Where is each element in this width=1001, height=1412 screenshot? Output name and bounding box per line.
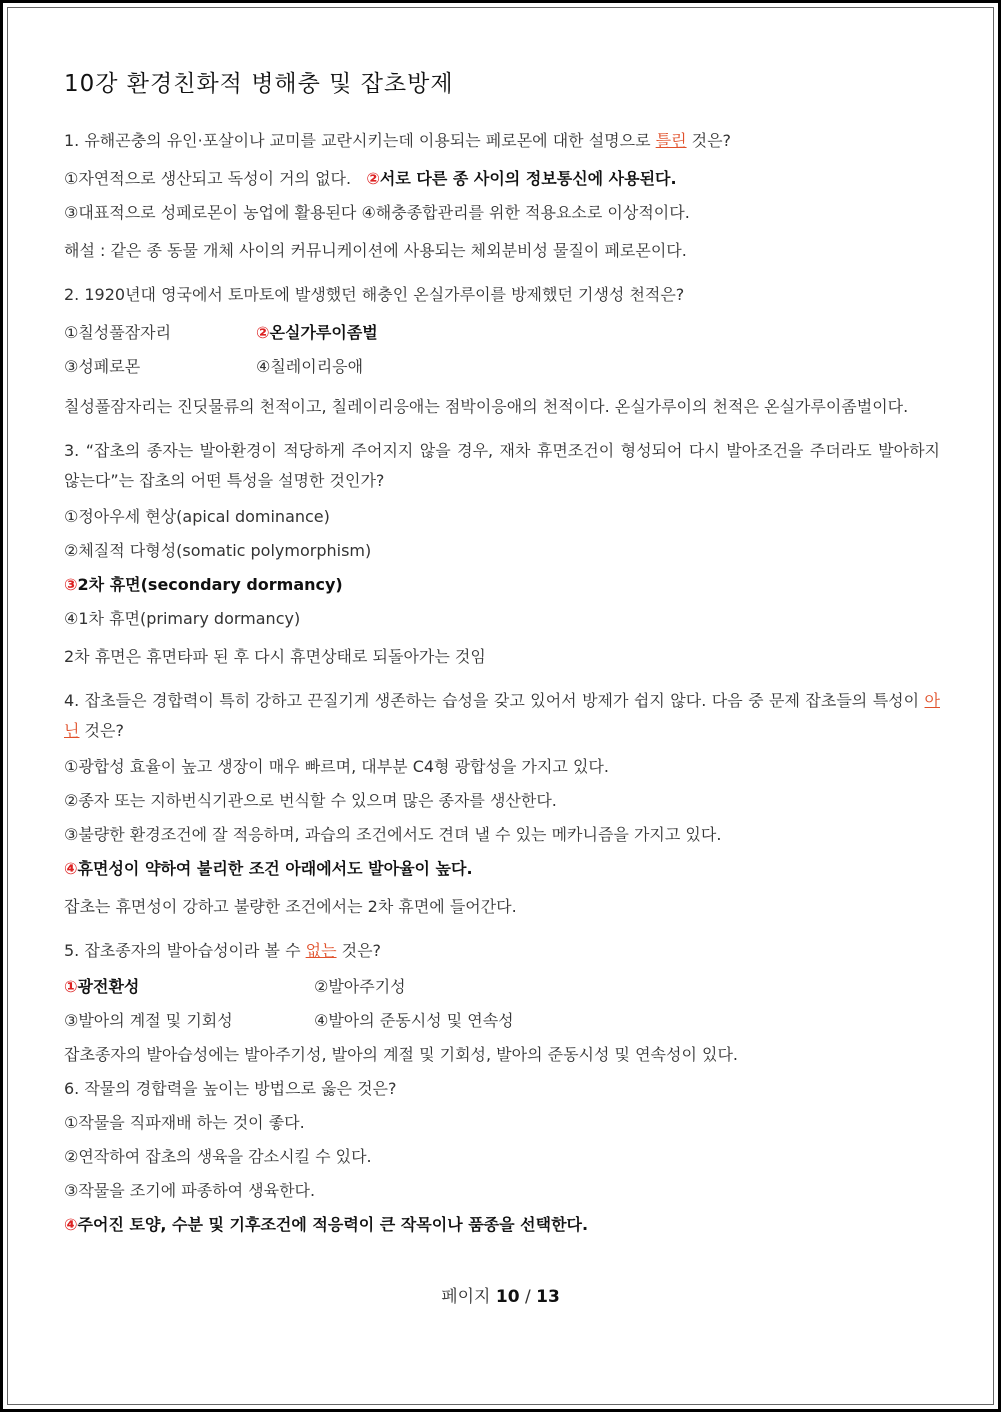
question-5-options-row1: [64, 972, 940, 1002]
option-4: ④1차 휴면(primary dormancy): [64, 609, 301, 628]
answer-option: 2차 휴면(secondary dormancy): [77, 575, 343, 594]
question-1-keyword: 틀린: [655, 131, 687, 150]
question-4-answer: [64, 854, 940, 884]
answer-number: ②: [366, 169, 380, 188]
answer-option: 온실가루이좀벌: [269, 323, 378, 342]
option-4: ④발아의 준동시성 및 연속성: [314, 1011, 514, 1030]
answer-number: ③: [64, 575, 78, 594]
page-title: 10강 환경친화적 병해충 및 잡초방제: [64, 71, 454, 97]
answer-number: ②: [256, 323, 270, 342]
option-1: ①작물을 직파재배 하는 것이 좋다.: [64, 1113, 305, 1132]
option-4: ④칠레이리응애: [256, 357, 364, 376]
option-2: ②연작하여 잡초의 생육을 감소시킬 수 있다.: [64, 1147, 372, 1166]
question-6-text: 6. 작물의 경합력을 높이는 방법으로 옳은 것은?: [64, 1079, 397, 1098]
question-3-explanation: 2차 휴면은 휴면타파 된 후 다시 휴면상태로 되돌아가는 것임: [64, 647, 486, 666]
answer-number: ④: [64, 1215, 78, 1234]
option-3: ③작물을 조기에 파종하여 생육한다.: [64, 1181, 316, 1200]
question-4-explanation: 잡초는 휴면성이 강하고 불량한 조건에서는 2차 휴면에 들어간다.: [64, 897, 517, 916]
question-4-keyword: 아닌: [64, 691, 940, 740]
question-1-explanation: 해설 : 같은 종 동물 개체 사이의 커뮤니케이션에 사용되는 체외분비성 물질이 페로몬이다.: [64, 241, 687, 260]
question-6-answer: [64, 1210, 940, 1240]
current-page-number: 10: [495, 1287, 520, 1307]
question-3-answer: [64, 570, 940, 600]
total-pages: 13: [536, 1287, 560, 1307]
question-2-options-row2: [64, 352, 940, 382]
question-1-options-row1: [64, 164, 940, 194]
question-1-stem: 1. 유해곤충의 유인·포살이나 교미를 교란시키는데 이용되는 페로몬에 대한 설명으로: [64, 131, 656, 150]
answer-option: 서로 다른 종 사이의 정보통신에 사용된다.: [379, 169, 677, 188]
option-1: ①광합성 효율이 높고 생장이 매우 빠르며, 대부분 C4형 광합성을 가지고 있다.: [64, 757, 609, 776]
option-1: ①정아우세 현상(apical dominance): [64, 507, 330, 526]
question-2-options-row1: [64, 318, 940, 348]
question-4-stem-end: 것은?: [79, 721, 124, 740]
question-5-text: [64, 936, 940, 966]
question-5-stem: 5. 잡초종자의 발아습성이라 볼 수: [64, 941, 306, 960]
answer-number: ①: [64, 977, 78, 996]
question-4-text: [64, 686, 940, 746]
question-6: [64, 1074, 940, 1240]
answer-option: 광전환성: [77, 977, 140, 996]
option-2: ②발아주기성: [314, 977, 406, 996]
document-content: [64, 66, 940, 1240]
page-separator: /: [524, 1287, 531, 1307]
question-1-options-row2: ③대표적으로 성페로몬이 농업에 활용된다 ④해충종합관리를 위한 적용요소로 이상적이다.: [64, 203, 690, 222]
answer-option: 휴면성이 약하여 불리한 조건 아래에서도 발아율이 높다.: [77, 859, 473, 878]
question-2: [64, 280, 940, 422]
question-3: [64, 436, 940, 672]
option-3: ③성페로몬: [64, 357, 141, 376]
question-1-stem-end: 것은?: [686, 131, 732, 150]
question-4: [64, 686, 940, 922]
question-5-options-row2: [64, 1006, 940, 1036]
option-3: ③불량한 환경조건에 잘 적응하며, 과습의 조건에서도 견뎌 낼 수 있는 메카니즘을 가지고 있다.: [64, 825, 722, 844]
option-2: ②종자 또는 지하번식기관으로 번식할 수 있으며 많은 종자를 생산한다.: [64, 791, 557, 810]
question-1: [64, 126, 940, 266]
answer-number: ④: [64, 859, 78, 878]
question-2-text: 2. 1920년대 영국에서 토마토에 발생했던 해충인 온실가루이를 방제했던 기생성 천적은?: [64, 285, 685, 304]
question-4-stem: 4. 잡초들은 경합력이 특히 강하고 끈질기게 생존하는 습성을 갖고 있어서 방제가 쉽지 않다. 다음 중 문제 잡초들의 특성이: [64, 691, 925, 710]
question-5-explanation: 잡초종자의 발아습성에는 발아주기성, 발아의 계절 및 기회성, 발아의 준동시성 및 연속성이 있다.: [64, 1045, 738, 1064]
page-footer: [0, 1282, 1001, 1307]
question-1-text: [64, 126, 940, 156]
option-2: ②체질적 다형성(somatic polymorphism): [64, 541, 372, 560]
question-5-keyword: 없는: [305, 941, 337, 960]
question-2-explanation: 칠성풀잠자리는 진딧물류의 천적이고, 칠레이리응애는 점박이응애의 천적이다. 온실가루이의 천적은 온실가루이좀벌이다.: [64, 397, 909, 416]
question-5: [64, 936, 940, 1070]
page-label: 페이지: [441, 1287, 491, 1307]
option-1: ①칠성풀잠자리: [64, 323, 172, 342]
answer-option: 주어진 토양, 수분 및 기후조건에 적응력이 큰 작목이나 품종을 선택한다.: [77, 1215, 589, 1234]
option-3: ③발아의 계절 및 기회성: [64, 1011, 233, 1030]
question-3-text: 3. “잡초의 종자는 발아환경이 적당하게 주어지지 않을 경우, 재차 휴면조건이 형성되어 다시 발아조건을 주더라도 발아하지 않는다”는 잡초의 어떤 특성을 설명한 것인가?: [64, 441, 940, 490]
option-1: ①자연적으로 생산되고 독성이 거의 없다.: [64, 169, 352, 188]
question-5-stem-end: 것은?: [336, 941, 382, 960]
